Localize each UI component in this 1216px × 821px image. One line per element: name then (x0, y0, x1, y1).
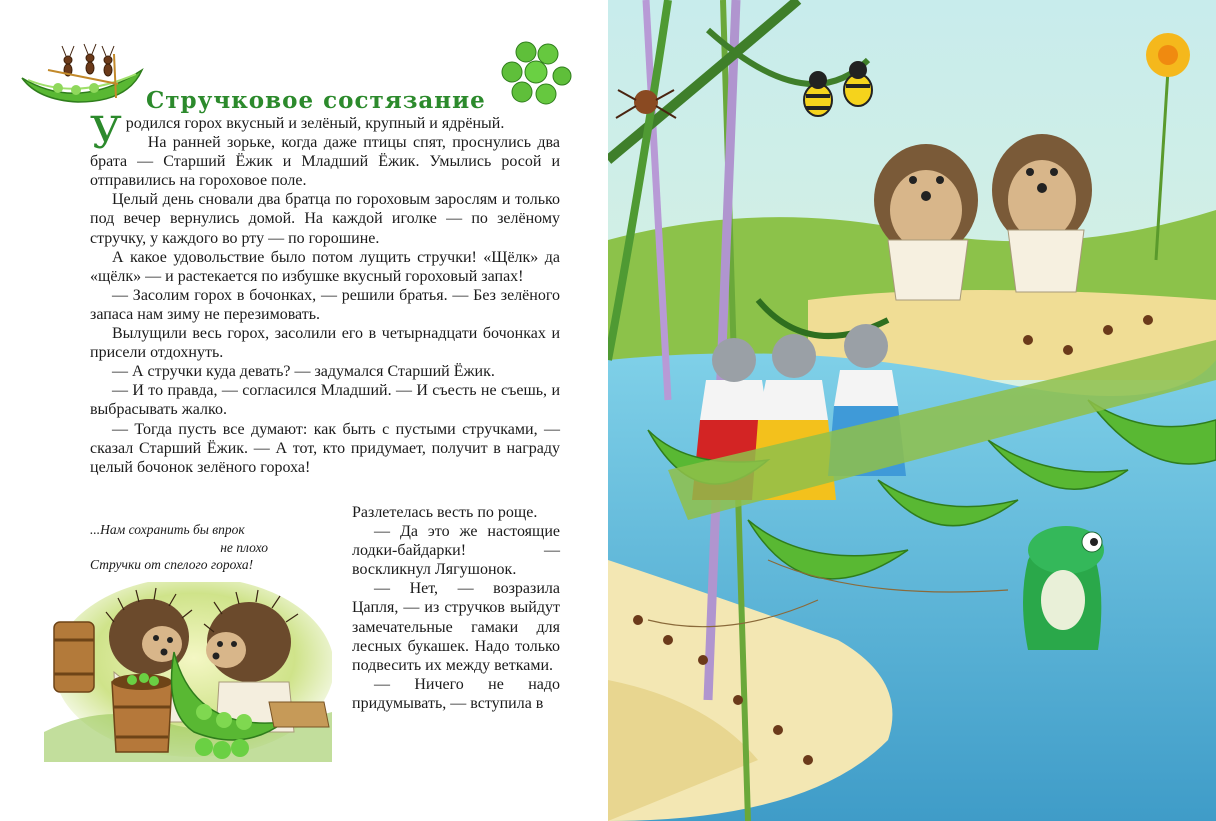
story-text-continued (352, 503, 560, 713)
paragraph: — Да это же настоящие лодки-байдарки! — воскликнул Лягушонок. (352, 523, 560, 579)
paragraph: — И то правда, — согласился Младший. — И съесть не съешь, и выбрасывать жалко. (90, 382, 560, 419)
drop-cap: У (90, 108, 122, 159)
page-title: Стручковое состязание (146, 87, 486, 115)
ants-pea-boat-illustration (18, 40, 148, 110)
paragraph: — Засолим горох в бочонках, — решили братья. — Без зелёного запаса нам зиму не перезимовать. (90, 286, 560, 323)
paragraph: — Тогда пусть все думают: как быть с пустыми стручками, — сказал Старший Ёжик. — А тот, кто придумает, получит в награду целый бочонок зелёного гороха! (90, 420, 560, 476)
paragraph: — Нет, — возразила Цапля, — из стручков выйдут замечательные гамаки для лесных букашек. Надо только подвесить их между ветками. (352, 580, 560, 674)
poem-line: Стручки от спелого гороха! (90, 557, 254, 572)
paragraph: — Ничего не надо придумывать, — вступила в (352, 675, 560, 712)
poem-line: ...Нам сохранить бы впрок (90, 522, 245, 537)
paragraph: Уродился горох вкусный и зелёный, крупный и ядрёный. (90, 108, 505, 159)
hedgehogs-barrels-illustration (44, 582, 332, 762)
green-peas-illustration (500, 40, 575, 110)
paragraph: Разлетелась весть по роще. (352, 504, 538, 521)
paragraph: А какое удовольствие было потом лущить стручки! «Щёлк» да «щёлк» — и растекается по избушке вкусный гороховый запах! (90, 248, 560, 285)
right-page (608, 0, 1216, 821)
pond-scene-illustration (608, 0, 1216, 821)
paragraph: На ранней зорьке, когда даже птицы спят, проснулись два брата — Старший Ёжик и Младший Ёжик. Умылись росой и отправились на гороховое поле. (90, 134, 560, 190)
paragraph: Вылущили весь горох, засолили его в четырнадцати бочонках и присели отдохнуть. (90, 325, 560, 362)
poem (90, 521, 280, 574)
paragraph: Целый день сновали два братца по гороховым зарослям и только под вечер вернулись домой. На каждой иголке — по зелёному стручку, у каждого во рту — по горошине. (90, 191, 560, 247)
story-text (90, 108, 560, 477)
paragraph: — А стручки куда девать? — задумался Старший Ёжик. (112, 363, 495, 381)
poem-line: не плохо (220, 539, 268, 555)
